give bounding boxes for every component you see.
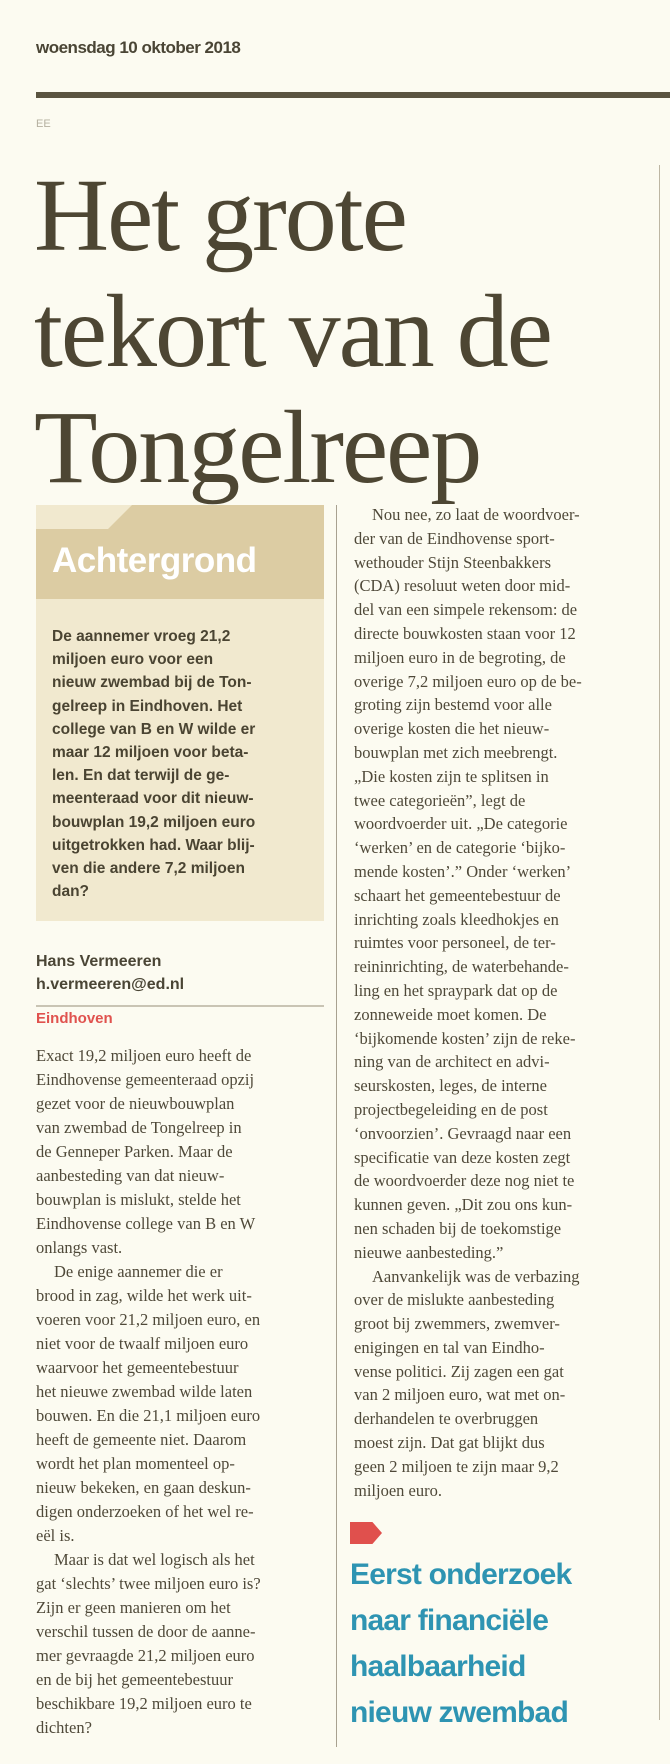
intro-box <box>36 505 324 921</box>
paragraph <box>36 1260 336 1548</box>
intro-text: De aannemer vroeg 21,2 miljoen euro voor een nieuw zwembad bij de Ton- gelreep in Eindhoven. Het college van B en W wilde er maar 12 miljoen voor beta- len. En dat terwijl de ge- meenteraad voor dit nieuw- bouwplan 19,2 miljoen euro uitgetrokken had. Waar blij- ven die andere 7,2 miljoen dan? <box>52 628 256 901</box>
left-column <box>36 1044 336 1740</box>
byline <box>36 950 184 996</box>
subheading: Eerst onderzoek naar financiële haalbaarheid nieuw zwembad <box>350 1558 572 1729</box>
paragraph <box>354 503 654 1265</box>
paragraph-text: Nou nee, zo laat de woordvoer- der van de Eindhovense sport- wethouder Stijn Steenbakkers (CDA) resoluut weten door mid- del van een simpele rekensom: de directe bouwkosten staan voor 12 miljoen euro in de begroting, de overige 7,2 miljoen euro op de be- groting zijn bestemd voor alle overige kosten die het nieuw- bouwplan met zich meebrengt. „Die kosten zijn te splitsen in twee categorieën”, legt de woordvoerder uit. „De categorie ‘werken’ en de categorie ‘bijko- mende kosten’.” Onder ‘werken’ schaart het gemeentebestuur de inrichting zoals kleedhokjes en ruimtes voor personeel, de ter- reininrichting, de waterbehande- ling en het spraypark dat op de zonneweide moet komen. De ‘bijkomende kosten’ zijn de reke- ning van de architect en advi- seurskosten, leges, de interne projectbegeleiding en de post ‘onvoorzien’. Gevraagd naar een specificatie van deze kosten zegt de woordvoerder deze nog niet te kunnen geven. „Dit zou ons kun- nen schaden bij de toekomstige nieuwe aanbesteding.” <box>354 505 582 1262</box>
arrow-marker-icon <box>350 1522 382 1544</box>
author-name: Hans Vermeeren <box>36 953 162 970</box>
column-divider <box>336 505 337 1747</box>
publication-date: woensdag 10 oktober 2018 <box>36 38 241 57</box>
paragraph: Exact 19,2 miljoen euro heeft de Eindhovense gemeenteraad opzij gezet voor de nieuwbouwplan van zwembad de Tongelreep in de Genneper Parken. Maar de aanbesteding van dat nieuw- bouwplan is mislukt, stelde het Eindhovense college van B en W onlangs vast. <box>36 1046 256 1257</box>
byline-rule <box>36 1005 324 1007</box>
paragraph-text: Maar is dat wel logisch als het gat ‘slechts’ twee miljoen euro is? Zijn er geen manieren om het verschil tussen de door de aanne- mer gevraagde 21,2 miljoen euro en de bij het gemeentebestuur beschikbare 19,2 miljoen euro te dichten? <box>36 1550 261 1737</box>
paragraph-text: De enige aannemer die er brood in zag, wilde het werk uit- voeren voor 21,2 miljoen euro, en niet voor de twaalf miljoen euro waarvoor het gemeentebestuur het nieuwe zwembad wilde laten bouwen. En die 21,1 miljoen euro heeft de gemeente niet. Daarom wordt het plan momenteel op- nieuw bekeken, en gaan deskun- digen onderzoeken of het wel re- eël is. <box>36 1262 261 1545</box>
author-email: h.vermeeren@ed.nl <box>36 976 185 993</box>
section-label: Achtergrond <box>52 541 257 580</box>
top-rule <box>36 92 670 98</box>
paragraph <box>354 1265 654 1503</box>
headline: Het grote tekort van de Tongelreep <box>34 158 551 505</box>
dateline-location: Eindhoven <box>36 1010 113 1027</box>
edition-code: EE <box>36 118 51 130</box>
paragraph <box>36 1548 336 1740</box>
right-column <box>354 503 654 1502</box>
paragraph-text: Aanvankelijk was de verbazing over de mislukte aanbesteding groot bij zwemmers, zwemver- enigingen en tal van Eindho- vense politici. Zij zagen een gat van 2 miljoen euro, wat met on- derhandelen te overbruggen moest zijn. Dat gat blijkt dus geen 2 miljoen te zijn maar 9,2 miljoen euro. <box>354 1266 580 1500</box>
right-border-rule <box>659 165 660 1720</box>
